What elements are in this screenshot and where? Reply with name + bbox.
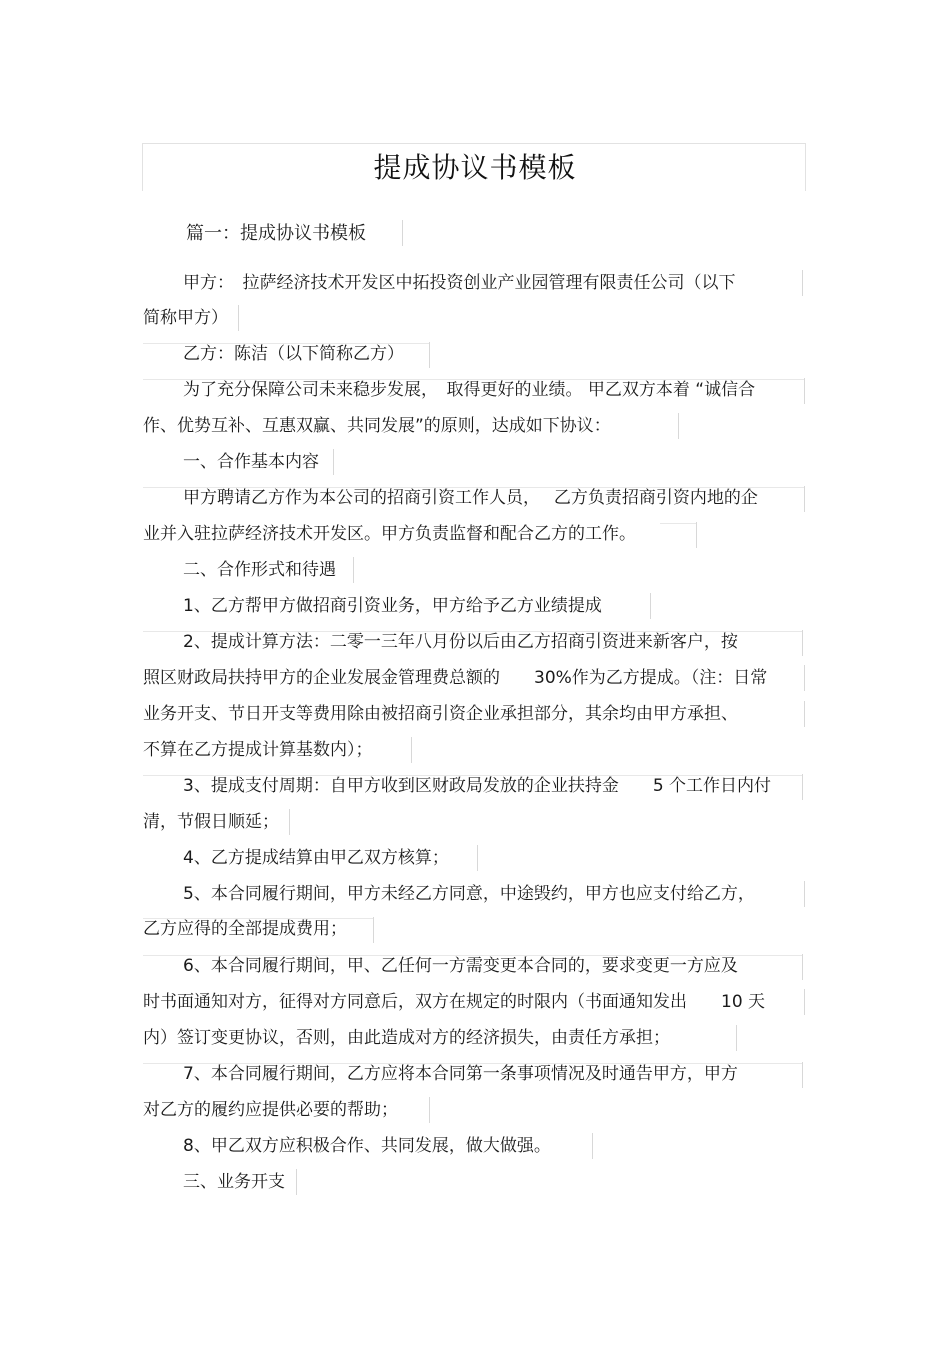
paragraph-line: 7、本合同履行期间，乙方应将本合同第一条事项情况及时通告甲方，甲方 (183, 1064, 738, 1084)
document-title: 提成协议书模板 (373, 151, 577, 184)
line-marker (353, 557, 354, 583)
line-marker (592, 1133, 593, 1159)
paragraph-line: 业并入驻拉萨经济技术开发区。甲方负责监督和配合乙方的工作。 (143, 524, 636, 544)
paragraph-line: 对乙方的履约应提供必要的帮助； (143, 1100, 398, 1120)
paragraph-line: 2、提成计算方法：二零一三年八月份以后由乙方招商引资进来新客户，按 (183, 632, 738, 652)
paragraph-line: 为了充分保障公司未来稳步发展， 取得更好的业绩。 甲乙双方本着 “诚信合 (183, 380, 756, 400)
line-marker (429, 1097, 430, 1123)
paragraph-line: 时书面通知对方，征得对方同意后，双方在规定的时限内（书面通知发出 10 天 (143, 992, 766, 1012)
line-marker (802, 774, 803, 800)
paragraph-line: 乙方：陈洁（以下简称乙方） (183, 344, 404, 364)
paragraph-line: 5、本合同履行期间，甲方未经乙方同意，中途毁约，甲方也应支付给乙方， (183, 884, 755, 904)
line-marker (802, 954, 803, 980)
paragraph-line: 业务开支、节日开支等费用除由被招商引资企业承担部分，其余均由甲方承担、 (143, 704, 738, 724)
line-marker (804, 701, 805, 727)
line-marker (411, 737, 412, 763)
paragraph-line: 简称甲方） (143, 308, 228, 328)
line-marker (373, 917, 374, 943)
paragraph-line: 4、乙方提成结算由甲乙双方核算； (183, 848, 449, 868)
line-marker (696, 522, 697, 548)
paragraph-line: 照区财政局扶持甲方的企业发展金管理费总额的 30%作为乙方提成。（注：日常 (143, 668, 768, 688)
line-marker (289, 809, 290, 835)
paragraph-line: 甲方聘请乙方作为本公司的招商引资工作人员， 乙方负责招商引资内地的企 (183, 488, 758, 508)
line-marker (804, 989, 805, 1015)
paragraph-line: 内）签订变更协议，否则，由此造成对方的经济损失，由责任方承担； (143, 1028, 670, 1048)
line-guide (660, 523, 696, 524)
paragraph-line: 3、提成支付周期：自甲方收到区财政局发放的企业扶持金 5 个工作日内付 (183, 776, 772, 796)
line-marker (678, 413, 679, 439)
paragraph-line: 清，节假日顺延； (143, 812, 279, 832)
paragraph-line: 8、甲乙双方应积极合作、共同发展，做大做强。 (183, 1136, 551, 1156)
line-marker (802, 270, 803, 296)
paragraph-line: 不算在乙方提成计算基数内）； (143, 740, 373, 760)
paragraph-line: 6、本合同履行期间，甲、乙任何一方需变更本合同的，要求变更一方应及 (183, 956, 738, 976)
line-marker (333, 449, 334, 475)
line-marker (804, 881, 805, 907)
line-marker (402, 220, 403, 246)
line-marker (802, 630, 803, 656)
line-marker (296, 1169, 297, 1195)
paragraph-line: 乙方应得的全部提成费用； (143, 919, 347, 939)
line-marker (736, 1025, 737, 1051)
line-marker (804, 665, 805, 691)
line-marker (802, 1062, 803, 1088)
line-marker (804, 378, 805, 404)
paragraph-line: 作、优势互补、互惠双赢、共同发展”的原则，达成如下协议： (143, 416, 611, 436)
line-marker (477, 845, 478, 871)
line-marker (429, 342, 430, 368)
line-marker (238, 305, 239, 331)
paragraph-line: 1、乙方帮甲方做招商引资业务，甲方给予乙方业绩提成 (183, 596, 602, 616)
paragraph-line: 一、合作基本内容 (183, 452, 319, 472)
line-marker (650, 593, 651, 619)
paragraph-line: 三、业务开支 (183, 1172, 285, 1192)
section-heading: 篇一：提成协议书模板 (186, 223, 366, 244)
paragraph-line: 甲方： 拉萨经济技术开发区中拓投资创业产业园管理有限责任公司（以下 (183, 273, 736, 293)
paragraph-line: 二、合作形式和待遇 (183, 560, 336, 580)
line-marker (804, 486, 805, 512)
